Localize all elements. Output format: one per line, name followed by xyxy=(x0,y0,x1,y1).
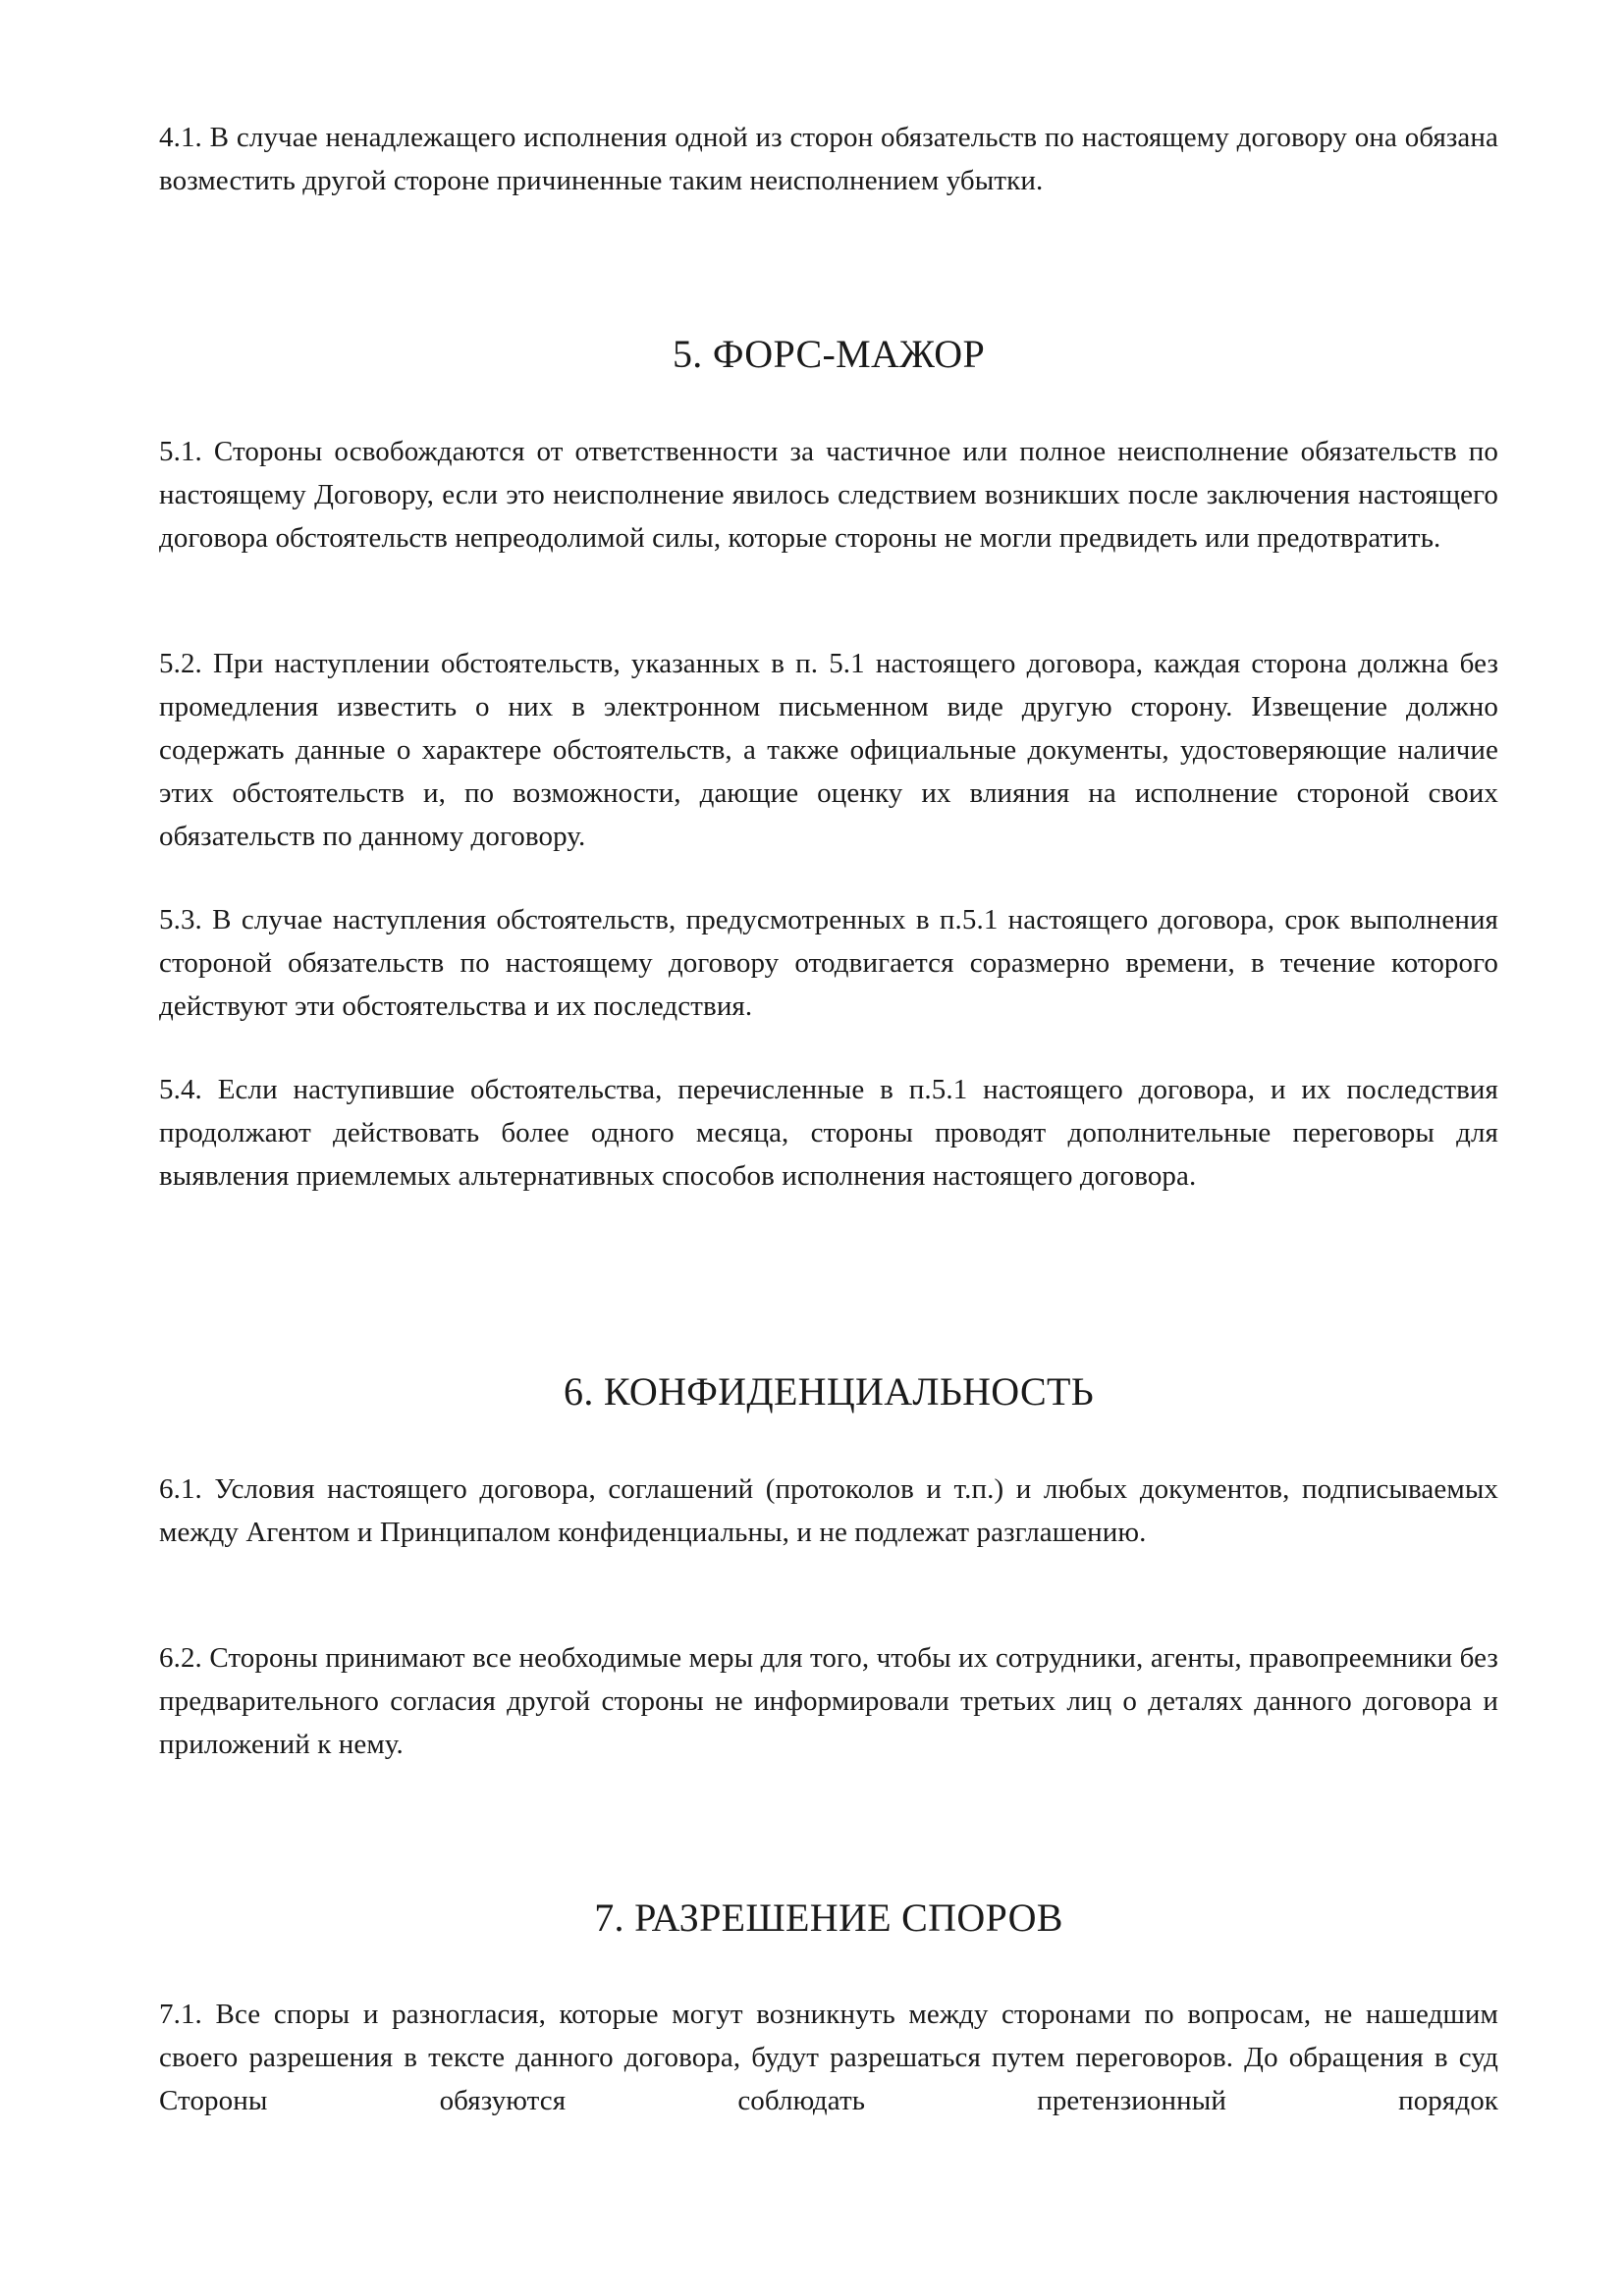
section-5-heading: 5. ФОРС-МАЖОР xyxy=(672,332,986,376)
clause-7-1 xyxy=(159,1993,1498,2122)
clause-5-1-text: 5.1. Стороны освобождаются от ответственности за частичное или полное неисполнение обязательств по настоящему Договору, если это неисполнение явилось следствием возникших после заключения настоящего договора обстоятельств непреодолимой силы, которые стороны не могли предвидеть или предотвратить. xyxy=(159,436,1498,554)
clause-5-4-text: 5.4. Если наступившие обстоятельства, перечисленные в п.5.1 настоящего договора, и их последствия продолжают действовать более одного месяца, стороны проводят дополнительные переговоры для выявления приемлемых альтернативных способов исполнения настоящего договора. xyxy=(159,1074,1498,1192)
section-6-heading: 6. КОНФИДЕНЦИАЛЬНОСТЬ xyxy=(564,1369,1094,1414)
clause-5-2-text: 5.2. При наступлении обстоятельств, указанных в п. 5.1 настоящего договора, каждая сторона должна без промедления известить о них в электронном письменном виде другую сторону. Извещение должно содержать данные о характере обстоятельств, а также официальные документы, удостоверяющие наличие этих обстоятельств и, по возможности, дающие оценку их влияния на исполнение стороной своих обязательств по данному договору. xyxy=(159,648,1498,852)
clause-6-2 xyxy=(159,1636,1498,1766)
clause-7-1-text: 7.1. Все споры и разногласия, которые могут возникнуть между сторонами по вопросам, не нашедшим своего разрешения в тексте данного договора, будут разрешаться путем переговоров. До обращения в суд Стороны обязуются соблюдать претензионный порядок xyxy=(159,1999,1498,2116)
clause-6-1-text: 6.1. Условия настоящего договора, соглашений (протоколов и т.п.) и любых документов, подписываемых между Агентом и Принципалом конфиденциальны, и не подлежат разглашению. xyxy=(159,1473,1498,1548)
clause-5-3-text: 5.3. В случае наступления обстоятельств, предусмотренных в п.5.1 настоящего договора, срок выполнения стороной обязательств по настоящему договору отодвигается соразмерно времени, в течение которого действуют эти обстоятельства и их последствия. xyxy=(159,904,1498,1022)
clause-5-3 xyxy=(159,898,1498,1028)
clause-5-4 xyxy=(159,1068,1498,1198)
clause-4-1-text: 4.1. В случае ненадлежащего исполнения одной из сторон обязательств по настоящему договору она обязана возместить другой стороне причиненные таким неисполнением убытки. xyxy=(159,122,1498,196)
clause-5-1 xyxy=(159,430,1498,560)
clause-6-1 xyxy=(159,1468,1498,1554)
section-7-heading: 7. РАЗРЕШЕНИЕ СПОРОВ xyxy=(594,1896,1063,1940)
clause-4-1 xyxy=(159,116,1498,202)
clause-6-2-text: 6.2. Стороны принимают все необходимые меры для того, чтобы их сотрудники, агенты, правопреемники без предварительного согласия другой стороны не информировали третьих лиц о деталях данного договора и приложений к нему. xyxy=(159,1642,1498,1760)
clause-5-2 xyxy=(159,642,1498,858)
